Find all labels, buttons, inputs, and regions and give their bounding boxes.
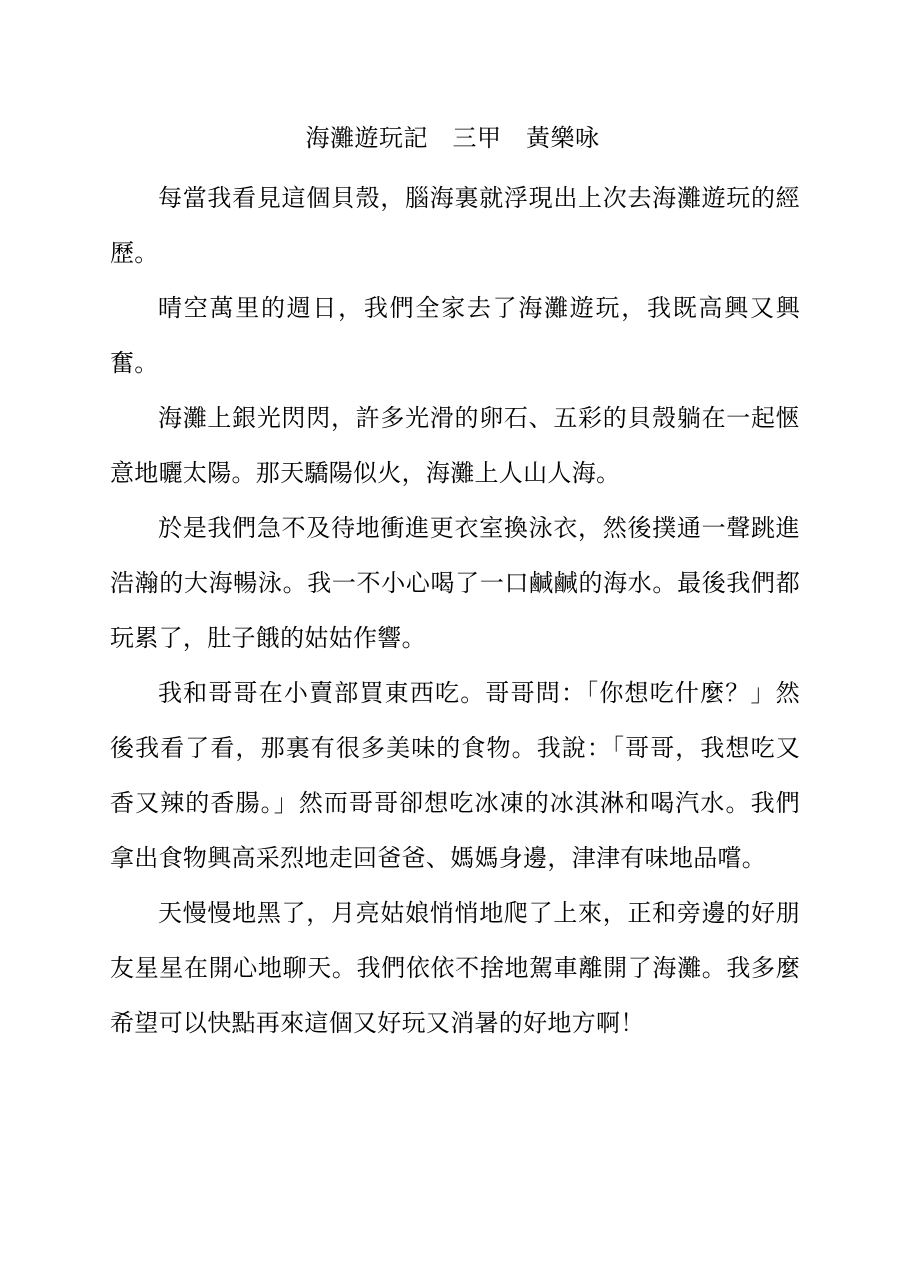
paragraph-6: 天慢慢地黑了，月亮姑娘悄悄地爬了上來，正和旁邊的好朋友星星在開心地聊天。我們依依不捨地駕車離開了海灘。我多麼希望可以快點再來這個又好玩又消暑的好地方啊！ bbox=[110, 899, 800, 1037]
document-title: 海灘遊玩記 三甲 黃樂咏 bbox=[305, 124, 600, 152]
document-body bbox=[110, 171, 800, 1051]
paragraph-1: 每當我看見這個貝殼，腦海裏就浮現出上次去海灘遊玩的經歷。 bbox=[110, 184, 800, 267]
paragraph-3: 海灘上銀光閃閃，許多光滑的卵石、五彩的貝殼躺在一起愜意地曬太陽。那天驕陽似火，海灘上人山人海。 bbox=[110, 404, 800, 487]
paragraph-4: 於是我們急不及待地衝進更衣室換泳衣，然後撲通一聲跳進浩瀚的大海暢泳。我一不小心喝了一口鹹鹹的海水。最後我們都玩累了，肚子餓的姑姑作響。 bbox=[110, 514, 800, 652]
paragraph-5: 我和哥哥在小賣部買東西吃。哥哥問：「你想吃什麼？」然後我看了看，那裏有很多美味的食物。我說：「哥哥，我想吃又香又辣的香腸。」然而哥哥卻想吃冰凍的冰淇淋和喝汽水。我們拿出食物興高采烈地走回爸爸、媽媽身邊，津津有味地品嚐。 bbox=[110, 679, 800, 872]
paragraph-2: 晴空萬里的週日，我們全家去了海灘遊玩，我既高興又興奮。 bbox=[110, 294, 800, 377]
